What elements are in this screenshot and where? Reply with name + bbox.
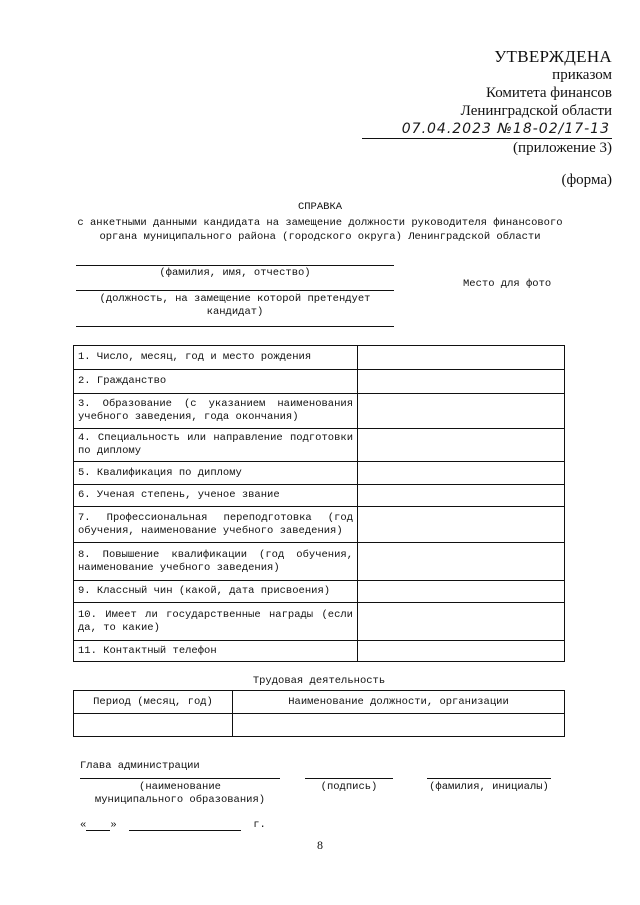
info-row [74,370,565,394]
position-line[interactable] [76,290,394,291]
position-caption-line2: кандидат) [206,306,264,318]
info-question: 10. Имеет ли государственные награды (если да, то какие) [74,603,358,641]
info-row [74,641,565,662]
work-history-header [74,691,565,714]
info-question: 4. Специальность или направление подготовки по диплому [74,429,358,462]
municipality-caption-line1: (наименование [139,781,221,793]
municipality-line[interactable] [80,778,280,779]
info-answer[interactable] [358,346,565,370]
info-row [74,543,565,581]
date-open-quote: « [80,819,87,831]
info-row [74,485,565,507]
info-answer[interactable] [358,581,565,603]
date-close-quote: » [110,819,117,831]
page-number: 8 [317,838,323,852]
info-question: 1. Число, месяц, год и место рождения [74,346,358,370]
info-row [74,394,565,429]
position-caption-line1: (должность, на замещение которой претендует [99,293,371,305]
info-answer[interactable] [358,394,565,429]
info-answer[interactable] [358,370,565,394]
candidate-info-table [73,345,565,662]
info-row [74,507,565,543]
info-answer[interactable] [358,543,565,581]
work-history-table [73,690,565,737]
info-answer[interactable] [358,485,565,507]
info-question: 8. Повышение квалификации (год обучения, наименование учебного заведения) [74,543,358,581]
info-answer[interactable] [358,603,565,641]
document-subtitle-line1: с анкетными данными кандидата на замещение должности руководителя финансового [77,217,563,229]
info-question: 11. Контактный телефон [74,641,358,662]
date-line [80,818,266,831]
fio-line[interactable] [76,265,394,266]
info-row [74,581,565,603]
form-label: (форма) [561,172,612,188]
approval-block [362,48,612,157]
work-col-position: Наименование должности, организации [233,691,565,714]
info-question: 3. Образование (с указанием наименования учебного заведения, года окончания) [74,394,358,429]
signature-head: Глава администрации [80,760,200,772]
date-year-suffix: г. [253,819,266,831]
work-col-period: Период (месяц, год) [74,691,233,714]
municipality-caption-line2: муниципального образования) [94,794,266,806]
document-heading [60,200,580,244]
photo-placeholder-label: Место для фото [463,278,552,290]
date-day-field[interactable] [86,818,110,831]
info-question: 9. Классный чин (какой, дата присвоения) [74,581,358,603]
info-answer[interactable] [358,462,565,485]
approval-line-region: Ленинградской области [460,103,612,119]
fio-caption: (фамилия, имя, отчество) [159,267,311,279]
document-subtitle-line2: органа муниципального района (городского округа) Ленинградской области [99,231,541,243]
info-answer[interactable] [358,507,565,543]
approval-title: УТВЕРЖДЕНА [494,47,612,66]
info-question: 7. Профессиональная переподготовка (год обучения, наименование учебного заведения) [74,507,358,543]
position-caption [76,293,394,319]
info-question: 6. Ученая степень, ученое звание [74,485,358,507]
info-row [74,429,565,462]
document-title: СПРАВКА [297,201,343,213]
initials-caption: (фамилия, инициалы) [429,781,549,793]
approval-line-appendix: (приложение 3) [513,140,612,156]
approval-line-order: приказом [552,67,612,83]
initials-line[interactable] [427,778,551,779]
work-history-row [74,714,565,737]
info-answer[interactable] [358,641,565,662]
signature-line[interactable] [305,778,393,779]
info-question: 2. Гражданство [74,370,358,394]
info-row [74,603,565,641]
work-cell-period[interactable] [74,714,233,737]
info-answer[interactable] [358,429,565,462]
info-row [74,462,565,485]
approval-line-committee: Комитета финансов [485,85,612,101]
municipality-caption [80,781,280,807]
info-question: 5. Квалификация по диплому [74,462,358,485]
work-history-title: Трудовая деятельность [252,675,386,687]
signature-caption: (подпись) [320,781,378,793]
position-line-2[interactable] [76,326,394,327]
date-month-field[interactable] [129,818,241,831]
info-row [74,346,565,370]
work-cell-position[interactable] [233,714,565,737]
order-number: 07.04.2023 №18-02/17-13 [362,120,612,139]
